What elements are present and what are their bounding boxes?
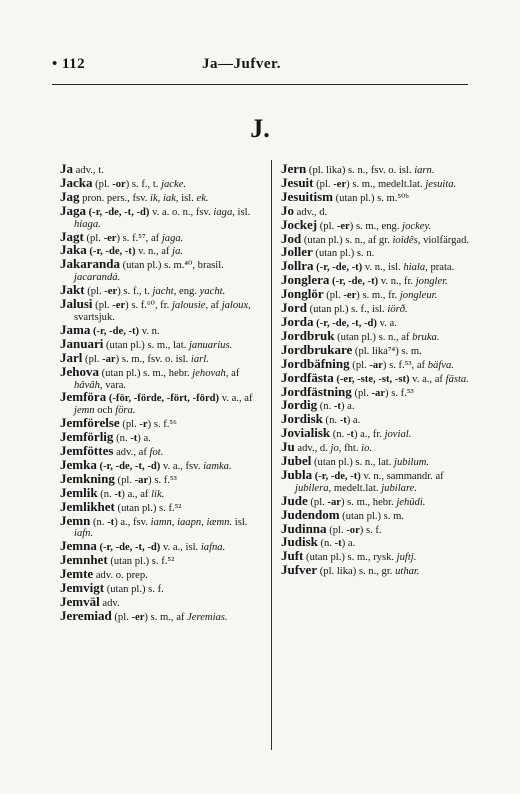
entry-text: v. n., fr. bbox=[378, 276, 416, 288]
grammar-form: -er bbox=[104, 286, 118, 298]
etymology-word: jubilare. bbox=[381, 482, 418, 494]
entry-text: adv., d. bbox=[294, 206, 328, 218]
entry-text: ) a. bbox=[341, 538, 356, 550]
right-column bbox=[281, 163, 481, 578]
entry-text: ) s. m., fr. bbox=[356, 290, 400, 302]
entry-text: ) a. bbox=[137, 433, 151, 445]
grammar-form: (-r, -de, -t) bbox=[93, 325, 140, 337]
entry-text: isl. bbox=[232, 516, 248, 528]
column-divider bbox=[271, 160, 272, 750]
entry-text: (utan pl.) s. m.⁵⁰ᵇ bbox=[333, 192, 409, 204]
entry-headword: Jovialisk bbox=[281, 425, 331, 441]
entry-text: ) s. f.⁵⁷, af bbox=[116, 232, 162, 244]
etymology-word: jovial. bbox=[384, 429, 412, 441]
entry-text: adv., t. bbox=[73, 165, 104, 176]
entry-headword: Jordisk bbox=[281, 411, 323, 427]
grammar-form: -t bbox=[114, 488, 122, 500]
entry-text: (n. bbox=[113, 433, 131, 445]
entry-text: (utan pl.) s. f.⁵² bbox=[114, 502, 182, 514]
grammar-form: -t bbox=[346, 429, 354, 441]
entry-text: (n. bbox=[330, 429, 347, 441]
etymology-word: jubilum. bbox=[394, 457, 430, 469]
entry-text: och bbox=[94, 405, 116, 417]
entry-text: ) a., fr. bbox=[353, 429, 385, 441]
entry-text: (utan pl.) s. m., hebr. bbox=[99, 367, 193, 379]
etymology-word: iarl. bbox=[190, 353, 209, 365]
etymology-word: föra. bbox=[115, 405, 136, 417]
entry-text: (utan pl.) s. m.⁴⁰, brasil. bbox=[119, 260, 224, 272]
grammar-form: (-r, -de, -t, -d) bbox=[316, 317, 377, 329]
dictionary-entry bbox=[281, 288, 481, 302]
etymology-word: jo, bbox=[330, 443, 342, 455]
entry-text: ) s. m., medelt.lat. bbox=[346, 178, 426, 190]
entry-text: isl. bbox=[178, 192, 197, 204]
entry-headword: Jarl bbox=[60, 349, 83, 365]
entry-text: ) a. bbox=[346, 415, 361, 427]
entry-headword: Januari bbox=[60, 335, 104, 351]
entry-text: (n. bbox=[317, 538, 335, 550]
entry-headword: Jehova bbox=[60, 363, 99, 379]
entry-text: vara. bbox=[102, 379, 127, 391]
entry-text: (pl. bbox=[313, 178, 334, 190]
entry-text: (utan pl.) s. f. bbox=[104, 584, 164, 596]
grammar-form: -er bbox=[112, 300, 126, 312]
entry-text: (pl. bbox=[83, 232, 104, 244]
entry-text: v. a., af bbox=[409, 373, 446, 385]
entry-headword: Jordbrukare bbox=[281, 341, 353, 357]
entry-text: (pl. bbox=[84, 286, 105, 298]
etymology-word: hiala, bbox=[403, 262, 428, 274]
entry-headword: Jufver bbox=[281, 562, 318, 578]
entry-headword: Judinna bbox=[281, 520, 327, 536]
etymology-word: jacke. bbox=[161, 178, 187, 190]
entry-headword: Jonglera bbox=[281, 272, 330, 288]
entry-text: (pl. bbox=[307, 496, 328, 508]
entry-text: ) a., fsv. bbox=[114, 516, 151, 528]
etymology-word: io. bbox=[361, 443, 373, 455]
etymology-word: jaga. bbox=[161, 232, 184, 244]
entry-headword: Jama bbox=[60, 321, 91, 337]
entry-text: ) s. f., t. bbox=[117, 286, 153, 298]
etymology-word: iaga, bbox=[213, 206, 235, 218]
entry-text: (pl. bbox=[317, 220, 337, 232]
entry-text: (pl. bbox=[323, 290, 344, 302]
entry-headword: Juft bbox=[281, 548, 304, 564]
entry-text: (utan pl.) s. m. bbox=[339, 510, 404, 522]
grammar-form: -ar bbox=[371, 387, 386, 399]
entry-headword: Jorda bbox=[281, 313, 314, 329]
etymology-word: bäfva. bbox=[427, 359, 454, 371]
etymology-word: iafna. bbox=[200, 542, 226, 554]
entry-headword: Jacka bbox=[60, 174, 93, 190]
grammar-form: -t bbox=[333, 401, 341, 413]
etymology-word: iarn. bbox=[414, 165, 435, 176]
entry-headword: Jordfästa bbox=[281, 369, 334, 385]
entry-headword: Jollra bbox=[281, 258, 314, 274]
etymology-word: jockey. bbox=[402, 220, 432, 232]
entry-text: ) s. m., eng. bbox=[349, 220, 403, 232]
entry-text: (pl. bbox=[349, 359, 370, 371]
grammar-form: -t bbox=[339, 415, 347, 427]
entry-text: (utan pl.) s. n. bbox=[312, 248, 375, 260]
dictionary-entry bbox=[281, 564, 481, 578]
entry-headword: Jaga bbox=[60, 202, 86, 218]
entry-text: (utan pl.) s. n., lat. bbox=[311, 457, 395, 469]
etymology-word: uthar. bbox=[395, 566, 420, 578]
entry-text: (pl. bbox=[92, 300, 113, 312]
dictionary-entry bbox=[60, 258, 263, 284]
entry-headword: Jonglör bbox=[281, 286, 324, 302]
grammar-form: (-er, -ste, -st, -st) bbox=[336, 373, 410, 385]
entry-headword: Jemföttes bbox=[60, 443, 114, 459]
etymology-word: iafn. bbox=[74, 528, 94, 540]
entry-text: medelt.lat. bbox=[331, 482, 382, 494]
entry-text: (utan pl.) s. f.⁵² bbox=[107, 556, 175, 568]
grammar-form: -er bbox=[333, 178, 347, 190]
entry-text: ) s. f.⁵³, af bbox=[382, 359, 428, 371]
entry-text: ) s. f.⁵³ bbox=[148, 474, 177, 486]
entry-headword: Jesuit bbox=[281, 174, 314, 190]
dictionary-entry bbox=[60, 335, 263, 352]
entry-headword: Jemkning bbox=[60, 470, 115, 486]
entry-headword: Jemlik bbox=[60, 484, 98, 500]
entry-text: (pl. lika⁷⁴) s. m. bbox=[352, 345, 422, 357]
entry-text: ) s. f.⁵³ bbox=[385, 387, 414, 399]
dictionary-entry bbox=[60, 607, 263, 624]
entry-headword: Jord bbox=[281, 300, 307, 316]
grammar-form: -er bbox=[131, 611, 145, 623]
etymology-word: iamn, iaapn, iæmn. bbox=[150, 516, 233, 528]
grammar-form: (-r, -de, -t) bbox=[316, 262, 363, 274]
entry-text: (utan pl.) s. f., isl. bbox=[307, 304, 388, 316]
etymology-word: fästa. bbox=[445, 373, 469, 385]
entry-headword: Jemn bbox=[60, 512, 91, 528]
entry-headword: Jemförlig bbox=[60, 429, 114, 445]
dictionary-entry bbox=[281, 188, 481, 205]
entry-text: ) s. m., af bbox=[144, 611, 188, 623]
etymology-word: jongleur. bbox=[399, 290, 438, 302]
entry-headword: Jemvigt bbox=[60, 580, 105, 596]
entry-text: (n. bbox=[317, 401, 334, 413]
grammar-form: (-r, -de, -t) bbox=[89, 246, 136, 258]
entry-text: (pl. bbox=[351, 387, 372, 399]
entry-text: (pl. bbox=[326, 524, 347, 536]
grammar-form: -t bbox=[334, 538, 342, 550]
etymology-word: fot. bbox=[149, 447, 164, 459]
page-header bbox=[52, 56, 468, 78]
entry-text: (pl. bbox=[82, 353, 103, 365]
entry-headword: Jemte bbox=[60, 566, 94, 582]
entry-text: (pl. bbox=[92, 178, 113, 190]
entry-text: (utan pl.) s. n., af gr. bbox=[301, 234, 393, 246]
dictionary-entry bbox=[60, 512, 263, 541]
entry-text: (pl. bbox=[114, 474, 135, 486]
entry-headword: Jordbäfning bbox=[281, 355, 350, 371]
etymology-word: januarius. bbox=[188, 339, 233, 351]
entry-headword: Jubel bbox=[281, 453, 312, 469]
entry-text: (pl. lika) s. n., gr. bbox=[317, 566, 396, 578]
entry-text: ) s. m., fsv. o. isl. bbox=[115, 353, 191, 365]
grammar-form: -ar bbox=[102, 353, 116, 365]
entry-headword: Jod bbox=[281, 230, 302, 246]
dictionary-entry bbox=[60, 228, 263, 245]
entry-text: eng. bbox=[176, 286, 200, 298]
entry-text: v. n., sammandr. af bbox=[360, 470, 444, 482]
dictionary-entry bbox=[60, 188, 263, 205]
entry-text: v. a., af bbox=[219, 393, 253, 405]
entry-text: pron. pers., fsv. bbox=[79, 192, 151, 204]
etymology-word: lik. bbox=[151, 488, 165, 500]
entry-headword: Jockej bbox=[281, 216, 318, 232]
etymology-word: jaloux, bbox=[221, 300, 251, 312]
entry-text: v. a., isl. bbox=[160, 542, 201, 554]
entry-text: isl. bbox=[234, 206, 251, 218]
grammar-form: (-r, -de, -t, -d) bbox=[88, 206, 150, 218]
grammar-form: (-för, -förde, -fört, -förd) bbox=[108, 393, 220, 405]
entry-headword: Jubla bbox=[281, 466, 313, 482]
entry-text: v. a. o. n., fsv. bbox=[149, 206, 214, 218]
etymology-word: ja. bbox=[172, 246, 184, 258]
entry-text: v. n., isl. bbox=[362, 262, 404, 274]
entry-text: svartsjuk. bbox=[74, 311, 115, 323]
etymology-word: jongler. bbox=[415, 276, 448, 288]
grammar-form: -er bbox=[343, 290, 357, 302]
etymology-word: jemn bbox=[74, 405, 95, 417]
entry-text: (pl. bbox=[119, 419, 140, 431]
grammar-form: (-r, -de, -t) bbox=[332, 276, 379, 288]
dictionary-entry bbox=[281, 216, 481, 233]
entry-headword: Jesuitism bbox=[281, 188, 333, 204]
entry-headword: Jagt bbox=[60, 228, 84, 244]
entry-headword: Ja bbox=[60, 161, 73, 176]
dictionary-entry bbox=[60, 363, 263, 392]
entry-text: v. a., fsv. bbox=[160, 460, 204, 472]
entry-text: (utan pl.) s. m., rysk. bbox=[303, 552, 397, 564]
dictionary-entry bbox=[281, 466, 481, 495]
etymology-word: yacht. bbox=[199, 286, 226, 298]
grammar-form: (-r, -de, -t, -d) bbox=[99, 460, 161, 472]
dictionary-entry bbox=[60, 391, 263, 417]
entry-text: (pl. bbox=[111, 611, 132, 623]
entry-text: ) a. bbox=[340, 401, 355, 413]
entry-headword: Judisk bbox=[281, 534, 318, 550]
entry-text: v. n. bbox=[139, 325, 160, 337]
entry-text: v. a. bbox=[376, 317, 397, 329]
dictionary-entry bbox=[60, 174, 263, 191]
etymology-word: Jeremias. bbox=[187, 611, 228, 623]
entry-text: ) a., af bbox=[121, 488, 152, 500]
entry-text: fht. bbox=[341, 443, 362, 455]
entry-text: adv., af bbox=[113, 447, 150, 459]
entry-headword: Jemka bbox=[60, 456, 97, 472]
section-letter: J. bbox=[250, 114, 270, 143]
etymology-word: hâvâh, bbox=[74, 379, 103, 391]
entry-text: (n. bbox=[90, 516, 108, 528]
entry-headword: Jemna bbox=[60, 538, 97, 554]
entry-headword: Jordig bbox=[281, 397, 318, 413]
entry-headword: Jemväl bbox=[60, 594, 100, 609]
etymology-word: bruka. bbox=[412, 331, 440, 343]
grammar-form: -r bbox=[139, 419, 148, 431]
entry-text: (pl. lika) s. n., fsv. o. isl. bbox=[306, 165, 415, 176]
dictionary-entry bbox=[281, 427, 481, 441]
entry-headword: Jordbruk bbox=[281, 327, 335, 343]
etymology-word: ek. bbox=[196, 192, 209, 204]
entry-headword: Judendom bbox=[281, 506, 340, 522]
grammar-form: -er bbox=[336, 220, 350, 232]
entry-headword: Jude bbox=[281, 492, 308, 508]
grammar-form: -ar bbox=[327, 496, 341, 508]
etymology-word: jesuita. bbox=[425, 178, 457, 190]
etymology-word: jalousie, bbox=[171, 300, 209, 312]
entry-headword: Jalusi bbox=[60, 296, 93, 312]
entry-text: (n. bbox=[322, 415, 340, 427]
entry-text: (utan pl.) s. m., lat. bbox=[103, 339, 189, 351]
entry-headword: Jakt bbox=[60, 282, 85, 298]
entry-headword: Jakaranda bbox=[60, 256, 120, 272]
left-column bbox=[60, 163, 263, 624]
entry-headword: Jern bbox=[281, 161, 307, 176]
grammar-form: -ar bbox=[369, 359, 383, 371]
entry-text: ) s. f.⁶⁰, fr. bbox=[125, 300, 172, 312]
grammar-form: -or bbox=[112, 178, 126, 190]
etymology-word: iörð. bbox=[387, 304, 408, 316]
entry-headword: Jemlikhet bbox=[60, 498, 115, 514]
entry-text: prata. bbox=[427, 262, 455, 274]
etymology-word: ioidês, bbox=[392, 234, 421, 246]
entry-text: ) s. m., hebr. bbox=[340, 496, 397, 508]
entry-text: violfärgad. bbox=[420, 234, 470, 246]
entry-headword: Jeremiad bbox=[60, 607, 112, 623]
entry-text: ) s. f.⁵⁶ bbox=[147, 419, 177, 431]
entry-text: adv., d. bbox=[294, 443, 331, 455]
grammar-form: -ar bbox=[134, 474, 149, 486]
etymology-word: jacht, bbox=[152, 286, 177, 298]
entry-text: af bbox=[228, 367, 240, 379]
grammar-form: (-r, -de, -t) bbox=[314, 470, 361, 482]
grammar-form: -t bbox=[130, 433, 138, 445]
grammar-form: -or bbox=[346, 524, 360, 536]
etymology-word: juftj. bbox=[396, 552, 417, 564]
entry-text: adv. bbox=[99, 598, 120, 609]
etymology-word: jehovah, bbox=[192, 367, 229, 379]
grammar-form: -t bbox=[107, 516, 115, 528]
entry-headword: Jag bbox=[60, 188, 80, 204]
etymology-word: iamka. bbox=[203, 460, 232, 472]
etymology-word: jubilera, bbox=[295, 482, 332, 494]
etymology-word: jehûdi. bbox=[396, 496, 426, 508]
dictionary-entry bbox=[60, 498, 263, 515]
entry-headword: Jaka bbox=[60, 242, 87, 258]
entry-headword: Ju bbox=[281, 439, 295, 455]
dictionary-entry bbox=[60, 202, 263, 231]
entry-headword: Jemförelse bbox=[60, 415, 120, 431]
etymology-word: jacarandá. bbox=[74, 272, 121, 284]
entry-text: ) s. f., t. bbox=[125, 178, 162, 190]
entry-headword: Joller bbox=[281, 244, 313, 260]
dictionary-entry bbox=[281, 536, 481, 550]
entry-headword: Jemföra bbox=[60, 389, 107, 405]
etymology-word: hiaga. bbox=[74, 218, 101, 230]
entry-text: v. n., af bbox=[135, 246, 173, 258]
entry-text: af bbox=[208, 300, 222, 312]
header-rule bbox=[52, 84, 468, 85]
grammar-form: (-r, -de, -t, -d) bbox=[99, 542, 161, 554]
entry-text: (utan pl.) s. n., af bbox=[334, 331, 413, 343]
running-head: Ja—Jufver. bbox=[202, 56, 282, 72]
entry-text: adv. o. prep. bbox=[93, 570, 148, 582]
entry-text: (n. bbox=[97, 488, 115, 500]
entry-headword: Jemnhet bbox=[60, 552, 108, 568]
dictionary-entry bbox=[60, 298, 263, 324]
etymology-word: ik, iak, bbox=[150, 192, 179, 204]
entry-headword: Jordfästning bbox=[281, 383, 352, 399]
page-number: • 112 bbox=[52, 56, 86, 72]
entry-text: ) s. f. bbox=[359, 524, 382, 536]
entry-headword: Jo bbox=[281, 202, 294, 218]
grammar-form: -er bbox=[103, 232, 117, 244]
